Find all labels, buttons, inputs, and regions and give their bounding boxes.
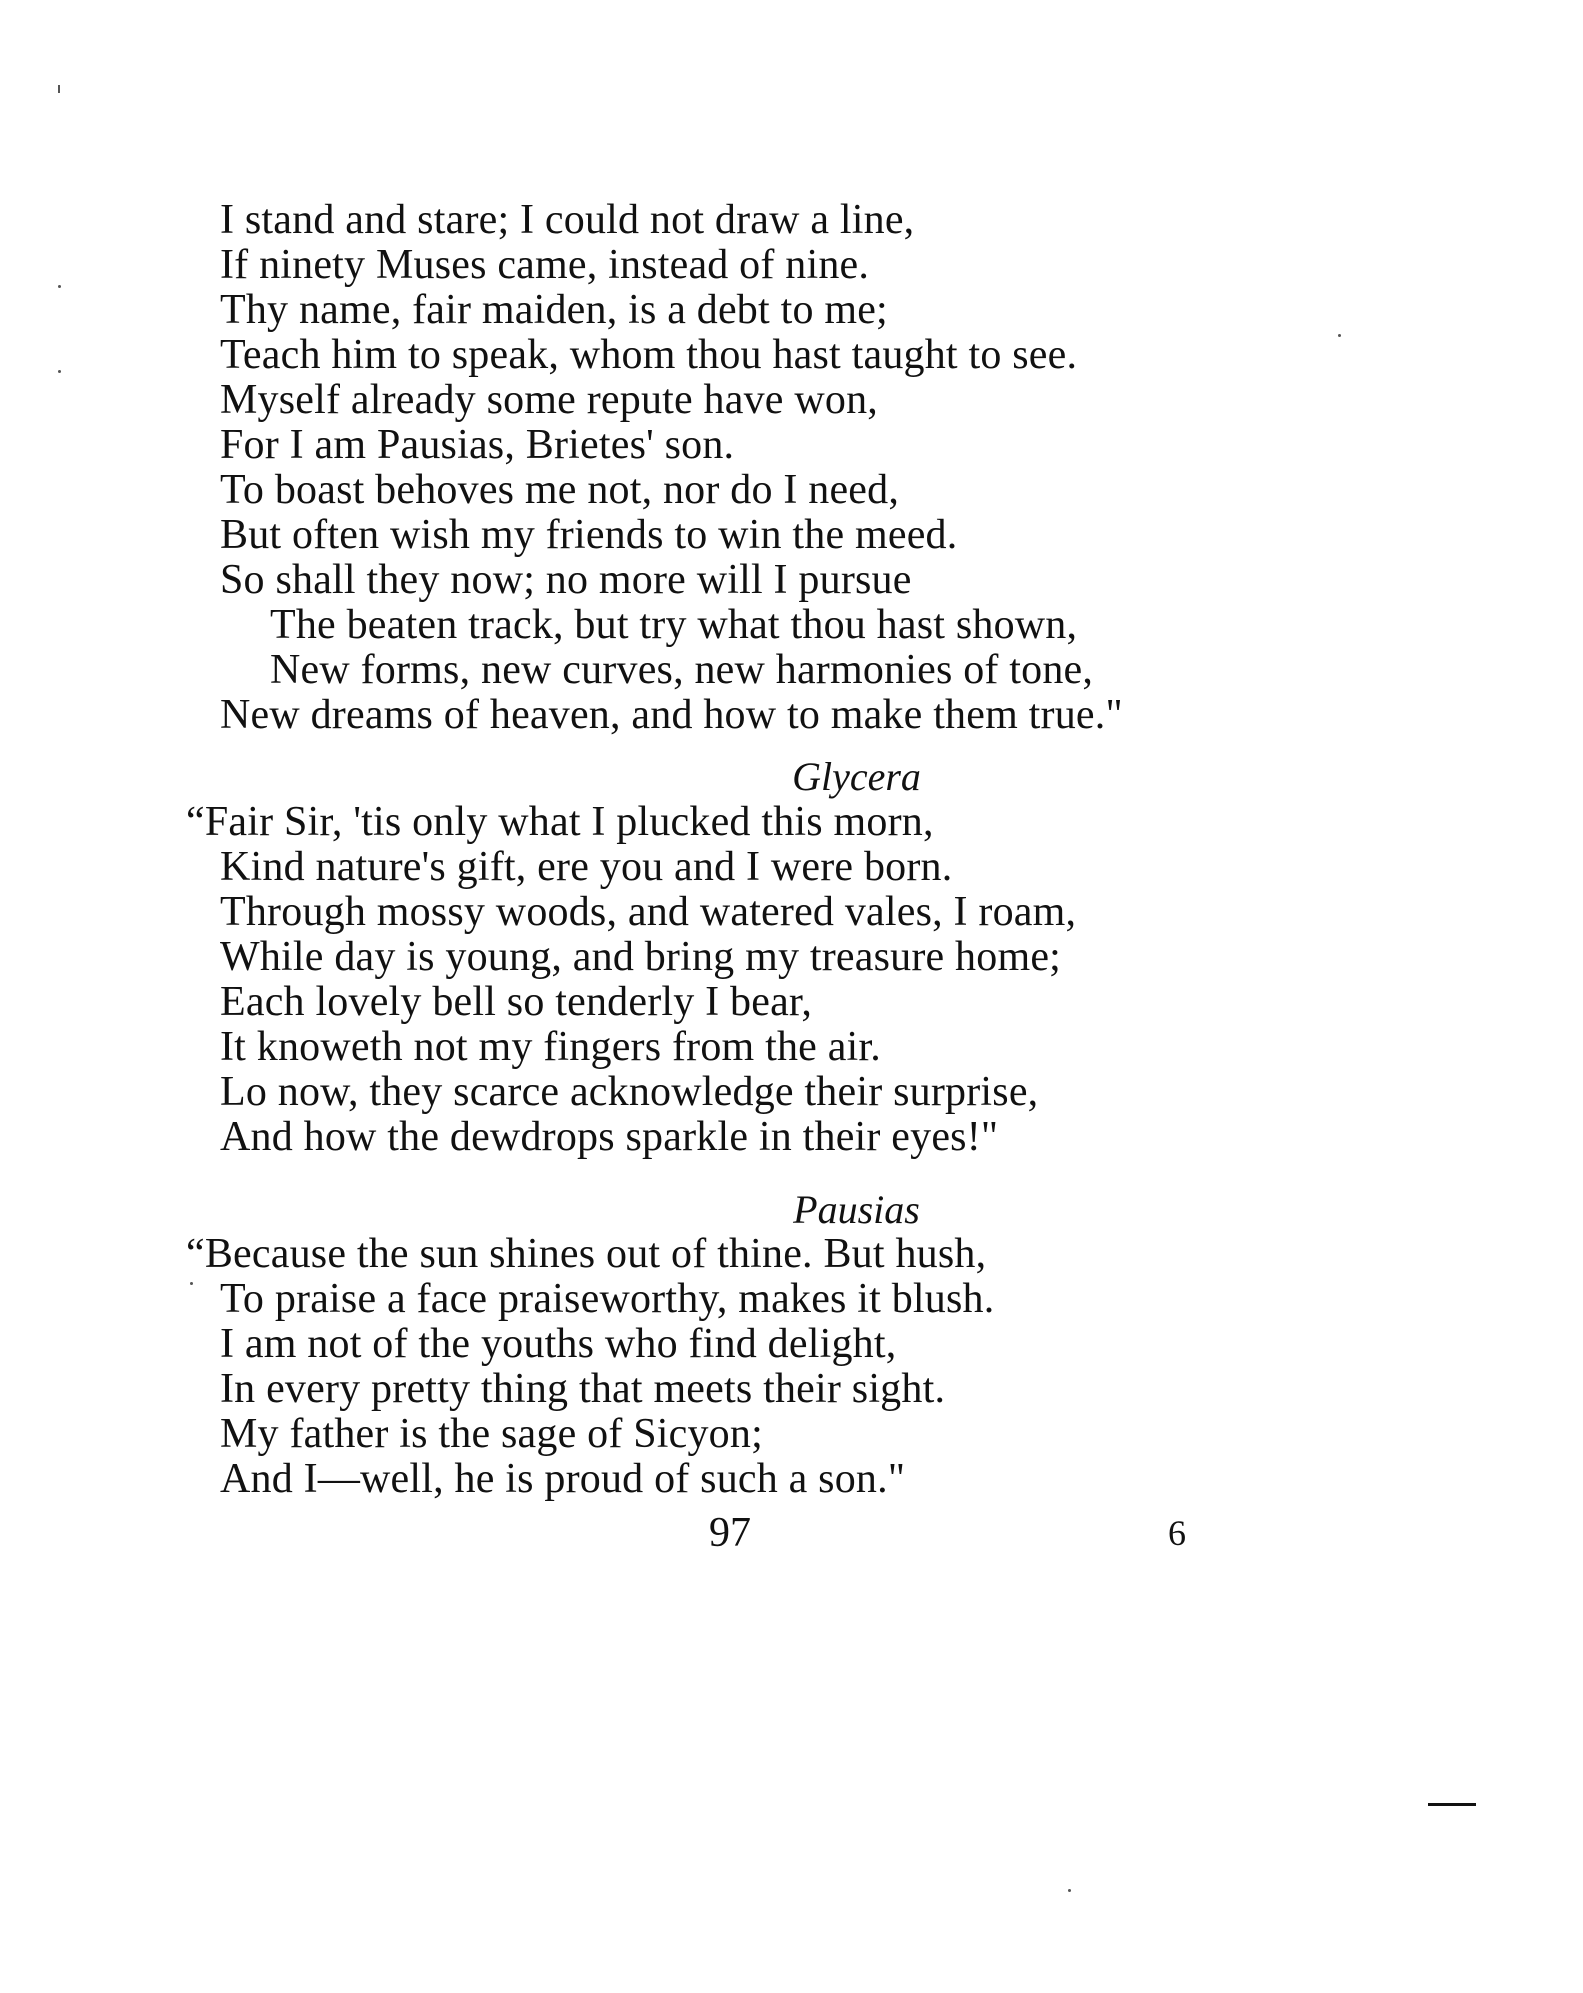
stanza-pausias-reply [186,1231,995,1502]
scan-speck [1068,1889,1071,1892]
poem-line: I am not of the youths who find delight, [220,1321,897,1367]
poem-line: The beaten track, but try what thou hast shown, [270,602,1078,648]
poem-line: To boast behoves me not, nor do I need, [220,467,900,513]
poem-line: It knoweth not my fingers from the air. [220,1024,881,1070]
poem-line: Each lovely bell so tenderly I bear, [220,979,813,1025]
poem-line: Through mossy woods, and watered vales, I roam, [220,889,1077,935]
poem-line: New dreams of heaven, and how to make them true." [220,692,1123,738]
poem-line: I stand and stare; I could not draw a line, [220,197,915,243]
poem-line: So shall they now; no more will I pursue [220,557,912,603]
poem-line: Lo now, they scarce acknowledge their surprise, [220,1069,1039,1115]
scan-speck [1338,334,1341,337]
poem-line: “Fair Sir, 'tis only what I plucked this morn, [186,799,934,845]
poem-line: New forms, new curves, new harmonies of tone, [270,647,1094,693]
poem-line: “Because the sun shines out of thine. But hush, [186,1231,987,1277]
poem-line: My father is the sage of Sicyon; [220,1411,763,1457]
scan-speck [58,285,61,288]
poem-line: For I am Pausias, Brietes' son. [220,422,735,468]
poem-line: Thy name, fair maiden, is a debt to me; [220,287,888,333]
stanza-glycera [186,799,1077,1160]
poem-line: While day is young, and bring my treasure home; [220,934,1062,980]
scan-speck [58,370,61,373]
poem-line: If ninety Muses came, instead of nine. [220,242,870,288]
speaker-heading-glycera: Glycera [792,754,921,799]
poem-line: Teach him to speak, whom thou hast taught to see. [220,332,1078,378]
speaker-heading-pausias: Pausias [793,1187,920,1232]
poem-line: In every pretty thing that meets their sight. [220,1366,946,1412]
poem-line: But often wish my friends to win the meed. [220,512,958,558]
poem-line: Myself already some repute have won, [220,377,878,423]
stanza-pausias-opening [220,198,1123,738]
scan-speck [58,85,60,93]
poem-line: To praise a face praiseworthy, makes it blush. [220,1276,995,1322]
signature-mark: 6 [1168,1513,1186,1553]
scan-speck [190,1282,193,1285]
page-number: 97 [709,1510,751,1556]
poem-line: And how the dewdrops sparkle in their eyes!" [220,1114,999,1160]
margin-rule-mark [1428,1803,1476,1806]
poem-line: And I—well, he is proud of such a son." [220,1456,906,1502]
poem-line: Kind nature's gift, ere you and I were born. [220,844,953,890]
